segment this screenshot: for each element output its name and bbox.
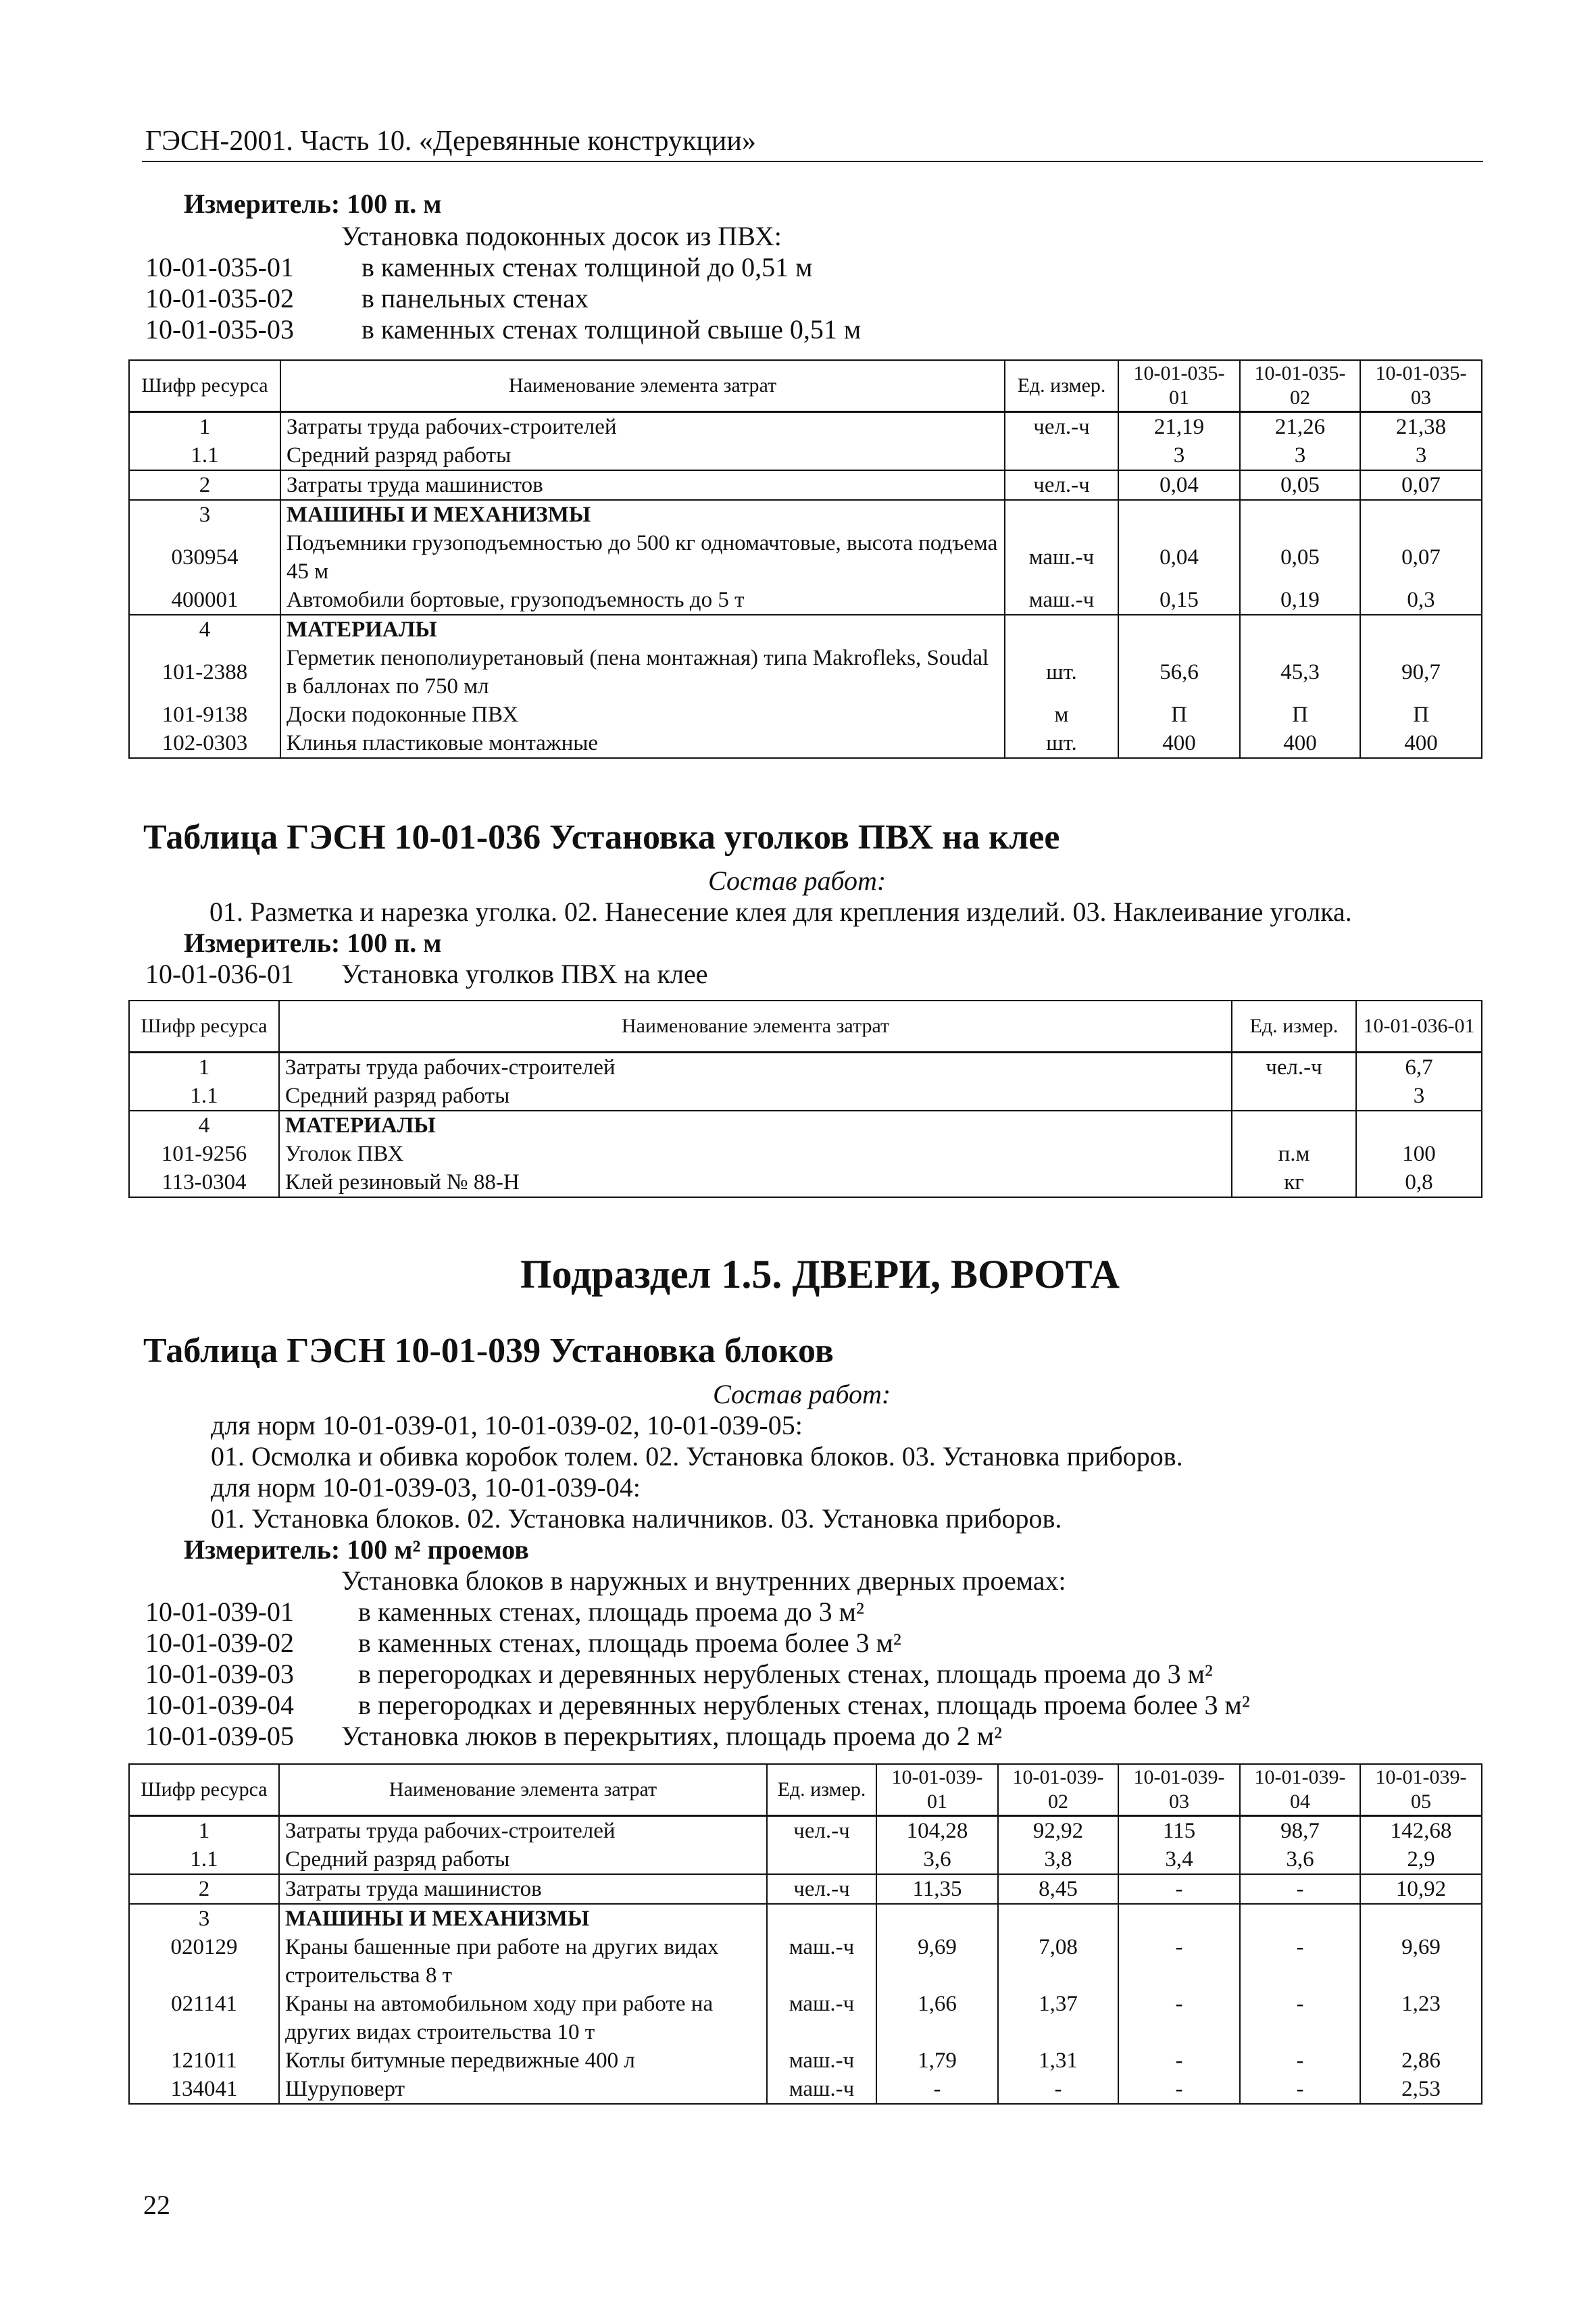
cell-name: Клей резиновый № 88-Н [279,1168,1232,1197]
norm-code: 10-01-036-01 [145,959,294,989]
cell-code: 102-0303 [129,729,280,758]
cell-value: 21,19 [1118,411,1240,441]
table-title: Таблица ГЭСН 10-01-036 Установка уголков ПВХ на клее [143,818,1060,857]
cell-name: Затраты труда машинистов [279,1874,767,1904]
cell-unit: шт. [1005,644,1118,701]
cell-name: Котлы битумные передвижные 400 л [279,2046,767,2075]
cell-value: 7,08 [998,1933,1118,1990]
cell-value: 400 [1240,729,1360,758]
table-row [129,1111,1482,1140]
cell-value [1360,500,1482,529]
cell-name: МАТЕРИАЛЫ [280,615,1005,644]
cell-code: 1 [129,411,280,441]
cell-value: 100 [1356,1140,1482,1168]
cell-value: - [1118,2046,1240,2075]
cell-code: 4 [129,1111,279,1140]
cell-unit [1005,500,1118,529]
cell-value [876,1904,998,1933]
cell-value: - [1240,1990,1360,2046]
cell-name: Затраты труда рабочих-строителей [279,1815,767,1845]
col-header-norm: 10-01-039-05 [1360,1764,1482,1815]
sostav-text: 01. Установка блоков. 02. Установка наличников. 03. Установка приборов. [211,1503,1062,1534]
norm-code: 10-01-039-02 [145,1628,294,1658]
norm-code: 10-01-035-01 [145,252,294,282]
col-header-norm: 10-01-035-03 [1360,360,1482,411]
cell-name: Подъемники грузоподъемностью до 500 кг одномачтовые, высота подъема 45 м [280,529,1005,586]
cell-value [1118,1904,1240,1933]
cell-value: - [876,2075,998,2104]
cell-name: Автомобили бортовые, грузоподъемность до 5 т [280,586,1005,615]
norm-text: в каменных стенах, площадь проема более 3 м² [358,1628,901,1658]
norm-code: 10-01-039-05 [145,1721,294,1751]
sostav-text: 01. Осмолка и обивка коробок толем. 02. Установка блоков. 03. Установка приборов. [211,1441,1183,1472]
cell-value: 115 [1118,1815,1240,1845]
cell-name: Затраты труда рабочих-строителей [280,411,1005,441]
cell-value: 3 [1356,1082,1482,1111]
cell-value: - [1240,1874,1360,1904]
cell-value: 3 [1240,441,1360,470]
page-number: 22 [143,2190,170,2220]
cell-unit: маш.-ч [1005,529,1118,586]
norm-text: Установка люков в перекрытиях, площадь проема до 2 м² [341,1721,1003,1751]
cell-value: 142,68 [1360,1815,1482,1845]
cell-value: - [1240,2046,1360,2075]
col-header-norm: 10-01-035-02 [1240,360,1360,411]
table-title: Таблица ГЭСН 10-01-039 Установка блоков [143,1332,834,1370]
norm-text: в перегородках и деревянных нерубленых стенах, площадь проема до 3 м² [358,1659,1213,1689]
header-rule [142,161,1483,162]
table-row [129,529,1482,586]
table-row [129,1168,1482,1197]
col-header-code: Шифр ресурса [129,360,280,411]
cell-value: 0,3 [1360,586,1482,615]
table-row [129,2046,1482,2075]
cell-code: 101-9138 [129,701,280,729]
table-row [129,701,1482,729]
cell-name: МАШИНЫ И МЕХАНИЗМЫ [279,1904,767,1933]
col-header-norm: 10-01-039-02 [998,1764,1118,1815]
cell-value: 3 [1360,441,1482,470]
cell-code: 021141 [129,1990,279,2046]
cell-value: 400 [1360,729,1482,758]
cell-unit: чел.-ч [1005,411,1118,441]
cell-unit [1005,441,1118,470]
measure-label: Измеритель: 100 п. м [184,188,442,219]
col-header-norm: 10-01-036-01 [1356,1001,1482,1052]
table-row [129,1874,1482,1904]
col-header-name: Наименование элемента затрат [280,360,1005,411]
block-intro: Установка подоконных досок из ПВХ: [341,221,782,251]
cell-unit: шт. [1005,729,1118,758]
norms-list: для норм 10-01-039-03, 10-01-039-04: [211,1472,641,1503]
cell-unit: маш.-ч [1005,586,1118,615]
col-header-norm: 10-01-035-01 [1118,360,1240,411]
cell-code: 020129 [129,1933,279,1990]
cell-code: 1.1 [129,1082,279,1111]
cell-value: 2,9 [1360,1845,1482,1874]
cell-unit: кг [1232,1168,1356,1197]
cell-unit: чел.-ч [1232,1052,1356,1082]
cell-value [1360,1904,1482,1933]
cell-unit: маш.-ч [767,1933,876,1990]
cell-value: 11,35 [876,1874,998,1904]
cell-value: 400 [1118,729,1240,758]
cell-name: Шуруповерт [279,2075,767,2104]
table-row [129,2075,1482,2104]
cell-name: Средний разряд работы [280,441,1005,470]
norm-code: 10-01-039-03 [145,1659,294,1689]
cell-value: 21,38 [1360,411,1482,441]
table-row [129,1082,1482,1111]
cell-value: 92,92 [998,1815,1118,1845]
norms-list: для норм 10-01-039-01, 10-01-039-02, 10-01-039-05: [211,1410,803,1440]
norm-code: 10-01-035-02 [145,283,294,313]
cell-name: Доски подоконные ПВХ [280,701,1005,729]
col-header-norm: 10-01-039-01 [876,1764,998,1815]
cell-value: 3,4 [1118,1845,1240,1874]
cell-value: 0,07 [1360,470,1482,500]
cell-name: МАТЕРИАЛЫ [279,1111,1232,1140]
cell-code: 3 [129,500,280,529]
col-header-code: Шифр ресурса [129,1001,279,1052]
cell-unit [767,1904,876,1933]
resource-table-036 [128,1000,1482,1198]
cell-name: Затраты труда рабочих-строителей [279,1052,1232,1082]
cell-unit [1005,615,1118,644]
cell-unit [1232,1111,1356,1140]
col-header-unit: Ед. измер. [767,1764,876,1815]
cell-value: 9,69 [876,1933,998,1990]
cell-value: 0,04 [1118,470,1240,500]
cell-value: - [1118,1933,1240,1990]
cell-unit: п.м [1232,1140,1356,1168]
resource-table-035 [128,359,1482,759]
cell-value [998,1904,1118,1933]
cell-value: - [1240,1933,1360,1990]
cell-code: 1.1 [129,441,280,470]
cell-name: Клинья пластиковые монтажные [280,729,1005,758]
col-header-norm: 10-01-039-04 [1240,1764,1360,1815]
table-row [129,470,1482,500]
norm-code: 10-01-039-04 [145,1690,294,1720]
cell-code: 134041 [129,2075,279,2104]
block-intro: Установка блоков в наружных и внутренних дверных проемах: [341,1565,1066,1596]
cell-value: 104,28 [876,1815,998,1845]
cell-value: 1,79 [876,2046,998,2075]
cell-value: 0,8 [1356,1168,1482,1197]
col-header-unit: Ед. измер. [1005,360,1118,411]
col-header-name: Наименование элемента затрат [279,1001,1232,1052]
table-row [129,411,1482,441]
cell-value: 2,86 [1360,2046,1482,2075]
cell-value: 0,19 [1240,586,1360,615]
cell-value: 3,8 [998,1845,1118,1874]
cell-unit [1232,1082,1356,1111]
resource-table-039 [128,1763,1482,2105]
cell-code: 101-9256 [129,1140,279,1168]
cell-unit [767,1845,876,1874]
cell-code: 1 [129,1052,279,1082]
cell-value: 10,92 [1360,1874,1482,1904]
cell-value [1118,500,1240,529]
cell-value: П [1240,701,1360,729]
norm-text: в каменных стенах, площадь проема до 3 м² [358,1596,864,1627]
cell-unit: маш.-ч [767,1990,876,2046]
table-row [129,500,1482,529]
cell-code: 3 [129,1904,279,1933]
cell-value: 0,07 [1360,529,1482,586]
cell-name: Краны на автомобильном ходу при работе на других видах строительства 10 т [279,1990,767,2046]
cell-value: - [1118,1990,1240,2046]
cell-value: 90,7 [1360,644,1482,701]
cell-name: Средний разряд работы [279,1082,1232,1111]
cell-value [1360,615,1482,644]
cell-value: 56,6 [1118,644,1240,701]
cell-value: 0,04 [1118,529,1240,586]
cell-value: - [1240,2075,1360,2104]
cell-value: 9,69 [1360,1933,1482,1990]
cell-value: - [1118,1874,1240,1904]
cell-value: 0,15 [1118,586,1240,615]
sostav-text: 01. Разметка и нарезка уголка. 02. Нанесение клея для крепления изделий. 03. Наклеивание уголка. [209,897,1352,927]
norm-text: в перегородках и деревянных нерубленых стенах, площадь проема более 3 м² [358,1690,1250,1720]
sostav-label: Состав работ: [708,865,887,896]
col-header-unit: Ед. измер. [1232,1001,1356,1052]
cell-value: П [1360,701,1482,729]
col-header-name: Наименование элемента затрат [279,1764,767,1815]
cell-value: 0,05 [1240,470,1360,500]
col-header-norm: 10-01-039-03 [1118,1764,1240,1815]
cell-value: - [1118,2075,1240,2104]
table-row [129,441,1482,470]
table-row [129,729,1482,758]
table-row [129,615,1482,644]
cell-unit: чел.-ч [767,1815,876,1845]
cell-code: 121011 [129,2046,279,2075]
cell-unit: м [1005,701,1118,729]
cell-value: 1,37 [998,1990,1118,2046]
running-header: ГЭСН-2001. Часть 10. «Деревянные конструкции» [145,126,756,157]
table-row [129,1140,1482,1168]
norm-text: в каменных стенах толщиной свыше 0,51 м [361,314,862,345]
table-row [129,1815,1482,1845]
table-row [129,586,1482,615]
table-row [129,1845,1482,1874]
cell-value: 45,3 [1240,644,1360,701]
norm-text: в каменных стенах толщиной до 0,51 м [361,252,813,282]
cell-code: 400001 [129,586,280,615]
cell-value [1240,615,1360,644]
cell-value: 3,6 [1240,1845,1360,1874]
cell-name: Затраты труда машинистов [280,470,1005,500]
norm-code: 10-01-039-01 [145,1596,294,1627]
cell-value: 1,31 [998,2046,1118,2075]
cell-name: Краны башенные при работе на других видах строительства 8 т [279,1933,767,1990]
table-row [129,644,1482,701]
cell-code: 1 [129,1815,279,1845]
cell-value: 3,6 [876,1845,998,1874]
subsection-title: Подраздел 1.5. ДВЕРИ, ВОРОТА [520,1252,1120,1297]
table-row [129,1990,1482,2046]
cell-value: 8,45 [998,1874,1118,1904]
cell-value [1240,500,1360,529]
norm-code: 10-01-035-03 [145,314,294,345]
cell-name: МАШИНЫ И МЕХАНИЗМЫ [280,500,1005,529]
measure-label: Измеритель: 100 п. м [184,928,442,958]
cell-unit: маш.-ч [767,2075,876,2104]
cell-value [1118,615,1240,644]
cell-name: Средний разряд работы [279,1845,767,1874]
cell-name: Герметик пенополиуретановый (пена монтажная) типа Makroflеks, Soudal в баллонах по 750 мл [280,644,1005,701]
cell-value: 0,05 [1240,529,1360,586]
cell-code: 4 [129,615,280,644]
norm-text: Установка уголков ПВХ на клее [341,959,708,989]
cell-unit: маш.-ч [767,2046,876,2075]
norm-text: в панельных стенах [361,283,589,313]
cell-unit: чел.-ч [1005,470,1118,500]
cell-code: 2 [129,1874,279,1904]
cell-value: 3 [1118,441,1240,470]
cell-value: - [998,2075,1118,2104]
col-header-code: Шифр ресурса [129,1764,279,1815]
cell-value [1240,1904,1360,1933]
cell-value: 21,26 [1240,411,1360,441]
cell-value: П [1118,701,1240,729]
cell-value: 1,23 [1360,1990,1482,2046]
cell-value [1356,1111,1482,1140]
cell-code: 030954 [129,529,280,586]
cell-code: 101-2388 [129,644,280,701]
sostav-label: Состав работ: [713,1379,891,1409]
cell-unit: чел.-ч [767,1874,876,1904]
table-row [129,1052,1482,1082]
table-row [129,1904,1482,1933]
measure-label: Измеритель: 100 м² проемов [184,1534,529,1565]
cell-value: 6,7 [1356,1052,1482,1082]
cell-value: 98,7 [1240,1815,1360,1845]
cell-code: 2 [129,470,280,500]
cell-value: 2,53 [1360,2075,1482,2104]
cell-value: 1,66 [876,1990,998,2046]
cell-code: 113-0304 [129,1168,279,1197]
table-row [129,1933,1482,1990]
cell-code: 1.1 [129,1845,279,1874]
cell-name: Уголок ПВХ [279,1140,1232,1168]
